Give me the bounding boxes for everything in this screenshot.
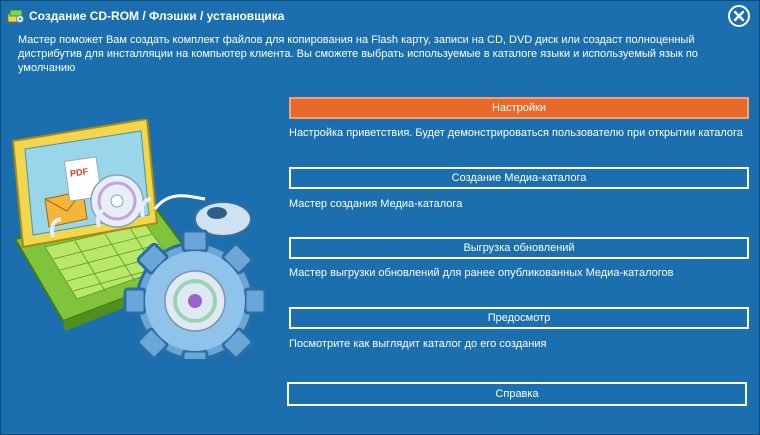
create-media-catalog-button[interactable]: Создание Медиа-каталога: [289, 167, 749, 189]
disc-app-icon: [7, 8, 25, 24]
preview-button[interactable]: Предосмотр: [289, 307, 749, 329]
settings-description: Настройка приветствия. Будет демонстрироваться пользователю при открытии каталога: [289, 127, 743, 139]
close-button[interactable]: [728, 5, 750, 27]
help-button[interactable]: Справка: [287, 382, 747, 406]
title-bar: [1, 1, 759, 31]
create-media-catalog-description: Мастер создания Медиа-каталога: [289, 198, 463, 210]
settings-button[interactable]: Настройки: [289, 97, 749, 119]
export-updates-button[interactable]: Выгрузка обновлений: [289, 237, 749, 259]
preview-description: Посмотрите как выглядит каталог до его создания: [289, 338, 547, 350]
close-icon: [733, 10, 745, 22]
export-updates-description: Мастер выгрузки обновлений для ранее опубликованных Медиа-каталогов: [289, 267, 674, 279]
window-title: Создание CD-ROM / Флэшки / установщика: [29, 9, 285, 23]
intro-text: Мастер поможет Вам создать комплект файлов для копирования на Flash карту, записи на CD, DVD диск или создаст полноценный дистрибутив для инсталляции на компьютер клиента. Вы сможете выбрать используемые в каталоге языки и используемый язык по умолчанию: [18, 34, 698, 74]
laptop-cd-gear-illustration: [5, 119, 275, 359]
pdf-label: PDF: [69, 166, 89, 179]
